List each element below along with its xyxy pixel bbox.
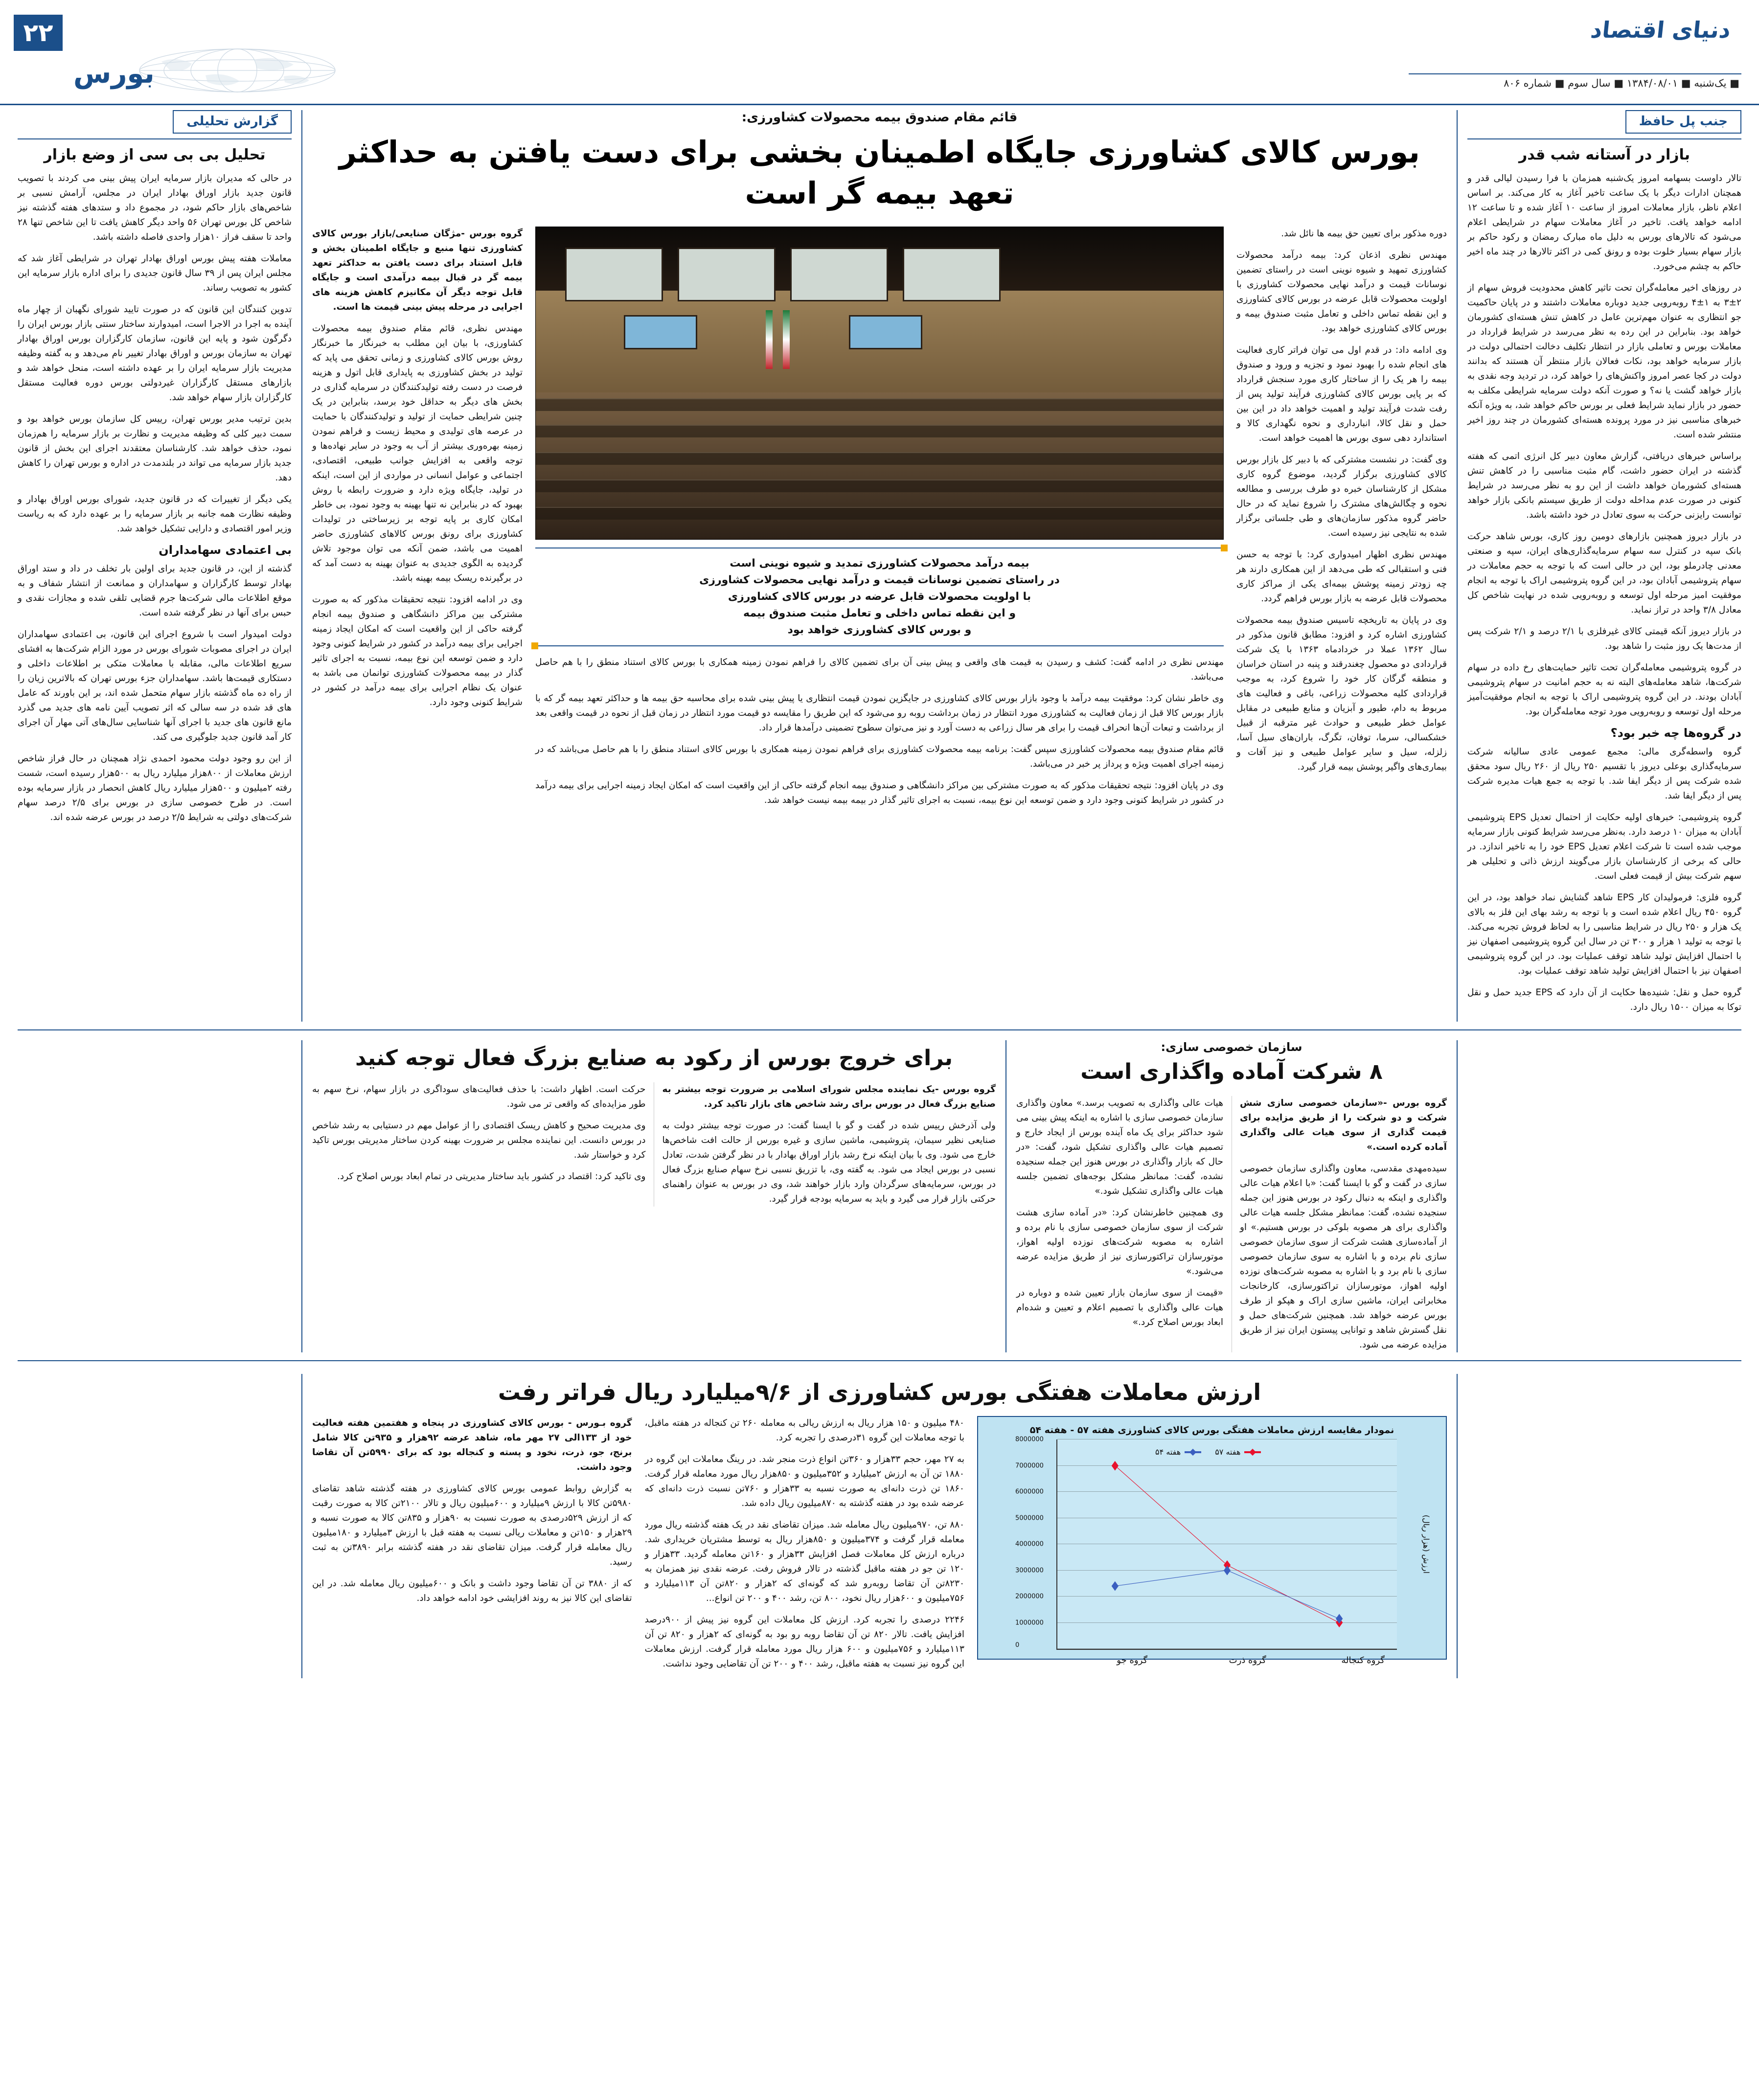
column-hafez-bridge — [1467, 110, 1741, 1022]
privatization-kicker: سازمان خصوصی سازی: — [1161, 1040, 1302, 1054]
globe-graphic — [132, 47, 343, 94]
x-tick-label: گروه جو — [1117, 1655, 1148, 1666]
main-col-b — [535, 655, 1224, 808]
paragraph: معاملات هفته پیش بورس اوراق بهادار تهران در شرایطی آغاز شد که مجلس ایران پس از ۳۹ سال قانون جدیدی را برای اداره بازار سرمایه این کشور به تصویب رساند. — [18, 253, 292, 293]
paragraph: دوره مذکور برای تعیین حق بیمه ها نائل شد. — [1281, 228, 1447, 239]
main-col-c — [312, 227, 523, 710]
paragraph: از این رو وجود دولت محمود احمدی نژاد همچنان در حال فراز شاخص ارزش معاملات از ۸۰۰هزار میلیارد ریال به ۵۰۰هزار رسیده است، شست رفته ۲میلیون و ۵۰۰هزار میلیارد ریال کاهش انحصار در بازار سرمایه بوده است. در طرح خصوصی سازی در بورس برای ۲/۵ درصد سهام شرکت‌های دولتی به شرایط ۲/۵ درصد در بورس عرضه شده اند. — [18, 753, 292, 822]
y-tick-label: 8000000 — [1015, 1436, 1044, 1443]
paragraph: حرکت است. اظهار داشت: با حذف فعالیت‌های سوداگری در بازار سهام، نرخ سهم به طور مزایده‌ای که واقعی تر می شود. — [312, 1084, 646, 1109]
paragraph: براساس خبرهای دریافتی، گزارش معاون دبیر کل انرژی اتمی که هفته گذشته در ایران حضور داشت، گام مثبت مناسبی را در کاهش تنش هسته‌ای کشورمان خواهد داشت از این رو به نظر می‌رسد در شرایط کنونی در صورت عدم مداخله دولت از طریق سیستم بانکی بازار خواهد توانست رایزنی حرکت به سوی تعادل در خود داشته باشد. — [1467, 451, 1741, 520]
column-divider — [1457, 1374, 1458, 1678]
main-col-a — [1236, 227, 1447, 775]
hafez-subhead: در گروه‌ها چه خبر بود؟ — [1610, 726, 1741, 740]
paragraph: «قیمت از سوی سازمان بازار تعیین شده و دوباره در هیات عالی واگذاری با تصمیم اعلام و تعیین و شده‌ام ابعاد بورس اصلاح کرد.» — [1016, 1288, 1223, 1327]
tab-hafez-bridge: جنب پل حافظ — [1625, 110, 1741, 134]
paragraph: گروه واسطه‌گری مالی: مجمع عمومی عادی سالیانه شرکت سرمایه‌گذاری بوعلی دیروز با تقسیم ۲۵۰ ریال از ۲۶۰ ریال سود محقق شده شرکت پس از دیگر ایفا شد. با توجه به جمع هیات مدیره شرکت پس از دیگر ایفا شد. — [1467, 747, 1741, 801]
paragraph: مهندس نظری در ادامه گفت: کشف و رسیدن به قیمت های واقعی و پیش بینی آن برای تضمین کالای را فراهم نمودن زمینه همکاری با بورس کالای استناد منطق را با هم حاصل می‌باشد. — [535, 657, 1224, 682]
legend-label: هفته ۵۷ — [1215, 1447, 1241, 1457]
paragraph: که از ۳۸۸۰ تن آن تقاضا وجود داشت و بانک و ۶۰۰میلیون ریال معامله شد. در این تقاضای این کالا نیز به روند افزایشی خود ادامه خواهد داد. — [312, 1578, 632, 1603]
newspaper-logo-text: دنیای اقتصاد — [1589, 17, 1732, 43]
section-divider — [18, 1360, 1741, 1361]
column-main-story — [312, 110, 1447, 1022]
paragraph: مهندس نظری اظهار امیدواری کرد: با توجه به حسن فنی و استقبالی که طی می‌دهد از این همکاری دارند هر چه زودتر زمینه پوشش بیمه‌ای یکی از مراکز کاری محصولات قابل عرضه به بازار بورس فراهم گردد. — [1236, 549, 1447, 604]
chart-title: نمودار مقایسه ارزش معاملات هفتگی بورس کالای کشاورزی هفته ۵۷ - هفته ۵۴ — [1029, 1425, 1394, 1436]
paragraph: ۴۸۰ میلیون و ۱۵۰ هزار ریال به ارزش ریالی به معامله ۲۶۰ تن کنجاله در هفته ماقبل، با توجه معاملات این گروه ۳۱درصدی را تجربه کرد. — [644, 1418, 964, 1443]
paragraph-lead: گروه بورس -یک نماینده مجلس شورای اسلامی بر ضرورت توجه بیشتر به صنایع بزرگ فعال در بورس برای رشد شاخص های بازار تاکید کرد. — [662, 1084, 996, 1109]
paragraph-lead: گروه بورس -«سازمان خصوصی سازی شش شرکت و دو شرکت را از طریق مزایده برای قیمت گذاری از سوی هیات عالی واگذاری آماده کرده است.» — [1240, 1098, 1447, 1152]
column-divider — [1457, 1040, 1458, 1352]
divider — [1467, 138, 1741, 139]
paragraph-lead: گروه بورس -مژگان صنایعی/بازار بورس کالای کشاورزی تنها منبع و جایگاه اطمینان بخش و قابل استناد برای دست یافتن به حداکثر تعهد بیمه گر در قبال بیمه درآمدی است و جایگاه قابل توجه دیگر آن مکانیزم کاهش هزینه های اجرایی در مرحله پیش بینی قیمت ها است. — [312, 228, 523, 312]
paragraph: وی تاکید کرد: اقتصاد در کشور باید ساختار مدیریتی در تمام ابعاد بورس اصلاح کرد. — [337, 1171, 646, 1182]
paragraph: یکی دیگر از تغییرات که در قانون جدید، شورای بورس اوراق بهادار و وظیفه نظارت همه جانبه بر بازار سرمایه را بر عهده دارد که به ریاست وزیر امور اقتصادی و دارایی تشکیل خواهد شد. — [18, 494, 292, 534]
paragraph: گذشته از این، در قانون جدید برای اولین بار تخلف در داد و ستد اوراق بهادار توسط کارگزاران و سهامداران و ممانعت از انتشار شفاف و به موقع اطلاعات مالی شرکت‌ها جرم قضایی تلقی شده و مجازات نقدی و حبس برای آنها در نظر گرفته شده است. — [18, 564, 292, 618]
paragraph-lead: گروه بـورس - بورس کالای کشاورزی در پنجاه و هفتمین هفته فعالیت خود از ۱۳۳الی ۲۷ مهر ماه، شاهد عرضه ۹۲هزار و ۹۳۵تن کالا شامل برنج، جو، ذرت، نخود و پسته و کنجاله بود که برای ۵۹۹۰تن آن تقاضا وجود داشت. — [312, 1418, 632, 1472]
legend-label: هفته ۵۴ — [1155, 1447, 1181, 1457]
paragraph: ولی آذرخش رییس شده در گفت و گو با ایسنا گفت: در صورت توجه بیشتر دولت به صنایعی نظیر سیمان، پتروشیمی، ماشین سازی و غیره بورس از حالت افت شاخص‌ها خارج می شود. وی با بیان اینکه نرخ رشد بازار اوراق بهادار با در نظر گرفتن شدت، تعادل نسبی در بورس ایجاد می شود. به گفته وی، با تزریق نسبی نرخ سهام صنایع بزرگ فعال در بورس، سرمایه‌های سرگردان وارد بازار خواهند شد، وی در بورس به عنوان راهنمای حرکتی بازار قرار می گیرد و باید به سرمایه بودجه قرار گیرد. — [662, 1120, 996, 1204]
y-axis-label: ارزش (هزار ریال) — [1421, 1514, 1431, 1574]
paragraph: مهندس نظری، قائم مقام صندوق بیمه محصولات کشاورزی، با بیان این مطلب به خبرنگار ما خبرنگار روش بورس کالای کشاورزی و زمانی تحقق می پاید که تولید در بخش کشاورزی به پایداری قابل اتول و هزینه فرصت در دست رفته تولیدکنندگان در سرمایه گذاری در بخش های دیگر به حداقل خود برسد، بنابراین در یک چنین شرایطی حمایت از تولید و تولیدکنندگان با حمایت در عرصه های تولیدی و محیط زیست و فراهم نمودن زمینه بهره‌وری بیشتر از آب به وجود در سایر نهاده‌ها و توجه واقعی به افزایش جوانب طبیعی، اقتصادی، اجتماعی و عوامل انسانی در مواردی از این است، اینکه در تولید، جایگاه ویژه دارد و ضرورت رابطه با روش بهبود که در بنابراین نه تنها بهینه به وجود نمود، بی خاطر امکان کاری بر پایه توجه بر زیرساختی در تولیدات کشاورزی برای رونق بورس کالاهای کشاورزی حاضر اهمیت می باشد، ضمن آنکه می توان موجود تلاش گردیده به الگوی جدیدی به عنوان بهینه به دست آمد که در برگیرنده ریسک بیمه بهینه باشد. — [312, 323, 523, 583]
masthead — [0, 0, 1759, 105]
paragraph: وی ادامه داد: در قدم اول می توان فراتر کاری فعالیت های انجام شده را بهبود نمود و تجزیه و ورود و صندوق بیمه را هر یک را از ساختار کاری مورد سنجش قرارداد که بر پایی بورس کالای کشاورزی فرآیند تولید پس از رفت شدت فرآیند تولید و اهمیت خواهد داد در این بین حمل و نقل کالا، انبارداری و نحوه نگهداری کالا و استاندارد دهی سوی بورس ها اهمیت خواهد است. — [1236, 345, 1447, 443]
paragraph: تالار داوست بسهامه امروز یک‌شنبه همزمان با فرا رسیدن لیالی قدر و همچنان ادارات دیگر با یک ساعت تاخیر آغاز به کار می‌کند. بر اساس اعلام ناظر، بازار معاملات امروز از ساعت ۱۰ آغاز شده و تا ساعت ۱۲ ادامه خواهد یافت. تاخیر در آغاز معاملات سهام در شرایطی اعلام می‌شود که تالارهای بورس به دلیل ماه مبارک رمضان و رکود حاکم بر بازار سهام بسیار خلوت بوده و رونق کمی در اکثر تالارها در چند ماه اخیر حاکم به چشم می‌خورد. — [1467, 173, 1741, 272]
hafez-body — [1467, 171, 1741, 719]
dateline: ■ یک‌شنبه ■ ۱۳۸۴/۰۸/۰۱ ■ سال سوم ■ شماره ۸۰۶ — [1504, 77, 1739, 89]
analysis-body — [18, 171, 292, 536]
spacer — [1467, 1374, 1741, 1678]
spacer — [1467, 1040, 1741, 1352]
paragraph: در حالی که مدیران بازار سرمایه ایران پیش بینی می کردند با تصویب قانون جدید بازار اوراق بهادار ایران در مجلس، آرامش نسبی بر شاخص‌های بازار حاکم شود، در مجموع داد و ستدهای هفته گذشته نیز شاخص کل بورس تهران ۵۶ واحد دیگر کاهش یافت تا این شاخص تنها ۲۸ واحد تا سقف فراز ۱۰هزار واحدی فاصله داشته باشد. — [18, 173, 292, 242]
analysis-headline: تحلیل بی بی سی از وضع بازار — [44, 146, 266, 163]
paragraph: در بازار دیروز آنکه قیمتی کالای غیرفلزی با ۲/۱ درصد و ۲/۱ شرکت پس از مدت‌ها یک روز مثبت را شاهد بود. — [1467, 626, 1741, 651]
masthead-divider — [1409, 73, 1741, 74]
story-privatization — [1016, 1040, 1447, 1352]
bottom-band — [18, 1374, 1741, 1678]
y-tick-label: 0 — [1015, 1642, 1020, 1649]
paragraph: دولت امیدوار است با شروع اجرای این قانون، بی اعتمادی سهامداران ایران در اجرای مصوبات شورای بورس در مورد الزام شرکت‌ها به افشای سریع اطلاعات مالی، مقابله با معاملات متکی بر اطلاعات داخلی و دستکاری قیمت‌ها باشد. سهامداران جزء بورس تهران که بالاترین زیان را از راه ده ماه گذشته بازار سهام متحمل شده اند، بر این باورند که عامل های قد شده در سه سالی که اثر تصویب آیین نامه های جدید می گذرد مانع قانون های جدید با اجرای آنها شناسایی سال‌های آتی مهار آن اجرای کار آمد قانون جدید جلوگیری می کند. — [18, 629, 292, 742]
paragraph: در گروه پتروشیمی معامله‌گران تحت تاثیر حمایت‌های رخ داده در سهام شرکت‌ها، شاهد معامله‌های البته نه به حجم امانیت در سهام پتروشیمی آبادان بودند. در این گروه پتروشیمی اراک با توجه به انجام موفقیت‌آمیز مرحله اول توسعه و روبه‌رویی مورد توجه معامله‌گران بود. — [1467, 662, 1741, 717]
paragraph: بدین ترتیب مدیر بورس تهران، رییس کل سازمان بورس خواهد بود و سمت دبیر کلی که وظیفه مدیریت و نظارت بر بازار سرمایه را هم‌زمان نمود، حذف خواهد شد. کارشناسان معتقدند اجرای این بخش از قانون جدید بازار سرمایه می تواند در بلندمدت در اداره و بورس تهران را کاهش دهد. — [18, 414, 292, 483]
main-kicker: قائم مقام صندوق بیمه محصولات کشاورزی: — [741, 110, 1018, 125]
caption-line: در راستای تضمین نوسانات قیمت و درآمد نهایی محصولات کشاورزی — [699, 574, 1060, 586]
paragraph: سیده‌مهدی مقدسی، معاون واگذاری سازمان خصوصی سازی در گفت و گو با ایسنا گفت: «با اعلام هیات عالی واگذاری و اینکه به دنبال رکود در بورس هنوز این جمله سنجیده نشده، گفت: ممانظر مشکل جلسه هیات عالی واگذاری برای هر مصوبه بلوکی در بورس هستیم.» او از آماده‌سازی هشت شرکت از سوی سازمان خصوصی سازی نام برده و با اشاره به سوی سازمان خصوصی سازی با نام برد و با اشاره به مصوبه شرکت‌های نوزده اولیه اهواز، موتورسازان تراکتورسازی، کارخانجات مخابراتی ایران، ماشین سازی اراک و هپکو از طرف بورس عرضه خواهد شد. همچنین شرکت‌های حمل و نقل گسترش شاهد و توانایی پیستون ایران نیز از طریق مزایده عرضه می شود. — [1240, 1164, 1447, 1350]
paragraph: گروه حمل و نقل: شنیده‌ها حکایت از آن دارد که EPS جدید حمل و نقل توکا به میزان ۱۵۰۰ ریال دارد. — [1467, 987, 1741, 1012]
paragraph: وی در ادامه افزود: نتیجه تحقیقات مذکور که به صورت مشترکی بین مراکز دانشگاهی و صندوق بیمه انجام گرفته حاکی از این واقعیت است که امکان ایجاد زمینه اجرایی برای بیمه درآمد در کشور در شرایط کنونی وجود دارد و ضمن توسعه این نوع بیمه، نسبت به اجرای تاثیر گذار در بیمه محصولات کشاورزی توانمان می باشد به عنوان یک نظام اجرایی برای بیمه درآمد در کشور در شرایط کنونی وجود دارد. — [312, 594, 523, 708]
privatization-headline: ۸ شرکت آماده واگذاری است — [1080, 1059, 1383, 1084]
paragraph: وی مدیریت صحیح و کاهش ریسک اقتصادی را از عوامل مهم در دستیابی به رشد شاخص در بورس دانست. این نماینده مجلس بر ضرورت بهینه کردن ساختار مدیریتی بورس تاکید کرد و خواستار شد. — [312, 1120, 646, 1160]
chart-story-col-left — [312, 1416, 632, 1678]
paragraph: وی گفت: در نشست مشترکی که با دبیر کل بازار بورس کالای کشاورزی برگزار گردید، موضوع گروه کاری مشکل از کارشناسان خبره دو طرف بررسی و مطالعه نحوه و چگالش‌های مشترک را شروع نماید که در حال حاضر گروه مذکور سازمان‌های و طی جلساتی برگزار شده به نتایجی نیز رسیده است. — [1236, 455, 1447, 538]
tab-analysis-report: گزارش تحلیلی — [173, 110, 292, 134]
paragraph: به ۲۷ مهر، حجم ۳۳هزار و ۳۶۰تن انواع ذرت منجر شد. در رینگ معاملات این گروه در ۱۸۸۰ تن آن به ارزش ۲میلیارد و ۳۵۲میلیون و ۸۵۰هزار ریال مورد معامله قرار گرفت. ۱۸۶۰ تن ذرت دانه‌ای به صورت نسبه به ۳۳هزار و ۷۶۰تن نسبت ذرت دانه‌ای که عرضه شده بود در هفته گذشته به ۸۷۰میلیون ریال داده شد. — [644, 1454, 964, 1508]
caption-line: بیمه درآمد محصولات کشاورزی تمدید و شیوه نوینی است — [730, 557, 1029, 570]
page-number: ۲۲ — [14, 15, 63, 51]
newspaper-logo — [1580, 11, 1741, 49]
spacer — [18, 1040, 292, 1352]
recession-body — [312, 1082, 996, 1207]
gold-square — [531, 642, 538, 649]
y-tick-label: 3000000 — [1015, 1567, 1044, 1574]
caption-line: و این نقطه تماس داخلی و تعامل مثبت صندوق بیمه — [743, 607, 1016, 619]
paragraph: ۲۲۴۶ درصدی را تجربه کرد. ارزش کل معاملات این گروه نیز پیش از ۹۰۰درصد افزایش یافت. تالار ۸۲۰ تن آن تقاضا روبه رو بود به گونه‌ای که ۲هزار و ۸۲۰ تن آن ۱۱۳میلیارد و ۷۵۶میلیون و ۶۰۰ هزار ریال مورد معامله قرار گرفت. ارزش معاملات این گروه نیز نسبت به هفته ماقبل، رشد ۴۰۰ و ۲۰۰ تن آن تقاضایی وجود نداشت. — [644, 1615, 965, 1669]
paragraph: مهندس نظری اذعان کرد: بیمه درآمد محصولات کشاورزی تمهید و شیوه نوینی است در راستای تضمین نوسانات قیمت و درآمد نهایی محصولات کشاورزی با اولویت محصولات قابل عرضه در بورس کالای کشاورزی و این نقطه تماس داخلی و تعامل مثبت صندوق بیمه و بورس کالای کشاورزی خواهد بود. — [1236, 250, 1447, 334]
column-divider — [301, 1040, 302, 1352]
gold-square — [1221, 545, 1228, 551]
chart-story-col-mid — [645, 1416, 965, 1678]
paragraph: وی در پایان به تاریخچه تاسیس صندوق بیمه محصولات کشاورزی اشاره کرد و افزود: مطابق قانون مذکور در سال ۱۳۶۲ عملا در خردادماه ۱۳۶۳ با یک شرکت قراردادی دو محصول چغندرقند و پنبه در استان خراسان و منطقه گرگان کار خود را شروع کرد، به موجب قراردادی کلیه محصولات زراعی، باغی و فعالیت های مربوط به دام، طیور و آبزیان و منابع طبیعی در مقابل عوامل خطر طبیعی و حوادث غیر مترقبه از قبیل خشکسالی، سرما، توفان، تگرگ، باران‌های سیل آسا، زلزله، سیل و سایر عوامل طبیعی و نیز آفات و بیماری‌های واگیر پوشش بیمه قرار گیرد. — [1236, 615, 1447, 772]
paragraph: وی خاطر نشان کرد: موفقیت بیمه درآمد با وجود بازار بورس کالای کشاورزی در جایگزین نمودن قیمت انتظاری یا پیش بینی شده برای محاسبه حق بیمه ها و حداکثر تعهد بیمه گر که با بازار بورس کالا قبل از زمان فعالیت به کشاورزی مورد انتظار در زمان برداشت روبه رو می‌شود که این طریق را مقایسه دو قیمت مورد انتظار در زمان قبل از نحوه در قیمت واقعی بعد از برداشت و تبعات آن‌ها انحراف قیمت را برای هر سال زراعی به دست آورد و نیز می‌توان سطوح تضمینی درآمدها قرار داد. — [535, 693, 1224, 733]
paragraph: هیات عالی واگذاری به تصویب برسد.» معاون واگذاری سازمان خصوصی سازی با اشاره به اینکه پیش بینی می شود حداکثر برای یک ماه آینده بورس از ایجاد خارج و تصمیم هیات عالی واگذاری تشکیل شود، گفت: «در حال که بازار واگذاری در بورس هنوز این جمله سنجیده نشده، گفت: ممانظر مشکل بوجه‌های تضمین جلسه هیات عالی واگذاری تشکیل شود.» — [1016, 1098, 1223, 1196]
column-divider — [1005, 1040, 1006, 1352]
main-headline: بورس کالای کشاورزی جایگاه اطمینان بخشی برای دست یافتن به حداکثر تعهد بیمه گر است — [339, 134, 1420, 211]
chart-series-markers — [1057, 1439, 1397, 1649]
caption-line: با اولویت محصولات قابل عرضه در بورس کالای کشاورزی — [728, 591, 1031, 603]
section-title: بورس — [73, 58, 155, 90]
column-analysis-report — [18, 110, 292, 1022]
column-divider — [301, 1374, 302, 1678]
column-divider — [301, 110, 302, 1022]
story-recession — [312, 1040, 996, 1352]
chart-plot-area — [1015, 1436, 1431, 1666]
paragraph: ۸۸۰ تن، ۹۷۰میلیون ریال معامله شد. میزان تقاضای نقد در یک هفته گذشته ریال مورد معامله قرار گرفت و ۳۷۴میلیون و ۸۵۰هزار ریال به توسط مشتریان خریداری شد. درباره ارزش کل معاملات فصل افزایش ۳۳هزار و ۱۶۰تن معامله گردید. ۳۳هزار و ۱۲۰ تن جو در هفته ماقبل گذشته در تالار فروش رفت. عرضه نقدی نیز همزمان به ۸۲۳۰تن آن تقاضا روبه‌رو شد که گونه‌ای که ۲هزار و ۸۲۰تن آن ۱۱۳میلیارد و ۷۵۶میلیون و ۶۰۰هزار ریال نخود، ۸۰۰ تن، رشد ۴۰۰ و ۲۰۰ تن انواع... — [644, 1520, 965, 1603]
spacer — [18, 1374, 292, 1678]
trading-hall-photo — [535, 227, 1224, 540]
paragraph: گروه پتروشیمی: خبرهای اولیه حکایت از احتمال تعدیل EPS پتروشیمی آبادان به میزان ۱۰ درصد دارد. به‌نظر می‌رسد شرایط کنونی بازار سرمایه موجب شده است تا شرکت اعلام تعدیل EPS خود را به تاخیر اندازد. در حالی که برخی از کارشناسان بازار می‌گویند ارزش ذاتی و تحلیلی هر سهم شرکت بیش از قیمت فعلی است. — [1467, 812, 1741, 881]
chart-story-headline: ارزش معاملات هفتگی بورس کشاورزی از ۹/۶میلیارد ریال فراتر رفت — [498, 1379, 1261, 1405]
weekly-trade-chart — [977, 1416, 1447, 1666]
photo-caption — [535, 548, 1224, 646]
paragraph: در بازار دیروز همچنین بازارهای دومین روز کاری، بورس شاهد حرکت بانک سپه در کنترل سه سهام سرمایه‌گذاری‌های ایران، سپه و صنعتی معدنی چادرملو بود، این در حالی است که با توجه به حجم معاملات در سهام پتروشیمی آبادان بود، در این گروه پتروشیمی اراک با توجه به انجام موفقیت امیز مرحله اول توسعه و روبه‌رویی شده در نهایت شاخص کل معادل ۳/۸ واحد در تراز نماید. — [1467, 531, 1741, 615]
y-tick-label: 4000000 — [1015, 1540, 1044, 1548]
x-tick-label: گروه کنجاله — [1341, 1655, 1385, 1666]
hafez-subbody — [1467, 745, 1741, 1015]
y-tick-label: 2000000 — [1015, 1593, 1044, 1600]
y-tick-label: 6000000 — [1015, 1488, 1044, 1496]
privatization-body — [1016, 1096, 1447, 1352]
story-weekly-trade-value — [312, 1374, 1447, 1678]
paragraph: در روزهای اخیر معامله‌گران تحت تاثیر کاهش محدودیت فروش سهام از ۲±۳ به ۱±۴ روبه‌رویی جدید دوباره معاملات داشتند و در پایان حاکمیت جو انتظاری به عنوان مهم‌ترین عامل در کاهش تنش هسته‌ای کشورمان خواهد بود. بنابراین در این رده به نظر می‌رسد در شرایط قرارداد در معاملات بورس و تعاملی بازار در انتظار تکلیف دخالت احتمالی دولت در بازار سرمایه خواهد بود، نکات فعالان بازار منتظر آن هستند که بدانند دولت در کجا عصر امروز واکنش‌های را خواهد کرد، در تردید وجه نقدی به بازار خواهد گشت یا نه؟ و صورت آنکه دولت سرمایه شرایطی مکلف به حضور در بازار نماید شرایط فعلی بر بورس حاکم خواهد شد، به ویژه آنکه خبرهای مناسبی نیز در مورد پرونده هسته‌ای کشورمان در چند روز اخیر منتشر شده است. — [1467, 283, 1741, 440]
page-content — [0, 105, 1759, 1688]
hafez-headline: بازار در آستانه شب قدر — [1518, 146, 1690, 163]
y-tick-label: 7000000 — [1015, 1462, 1044, 1469]
y-tick-label: 5000000 — [1015, 1514, 1044, 1522]
analysis-subbody — [18, 562, 292, 825]
paragraph: قائم مقام صندوق بیمه محصولات کشاورزی سپس گفت: برنامه بیمه محصولات کشاورزی برای فراهم نمودن زمینه همکاری با بورس کالای استناد منطق را با هم حاصل می‌باشد که در زمینه اجرای اهمیت ویژه و پرداز پر خبر در می‌باشد. — [535, 744, 1224, 769]
analysis-subhead: بی اعتمادی سهامداران — [159, 543, 292, 557]
section-divider — [18, 1029, 1741, 1030]
paragraph: وی در پایان افزود: نتیجه تحقیقات مذکور که به صورت مشترکی بین مراکز دانشگاهی و صندوق بیمه انجام گرفته حاکی از این واقعیت است که امکان ایجاد زمینه اجرایی برای بیمه درآمد در کشور در شرایط کنونی وجود دارد و ضمن توسعه این نوع بیمه، نسبت به اجرای تاثیر گذار در بیمه بیمه نیست خواهد شد. — [535, 780, 1224, 805]
paragraph: به گزارش روابط عمومی بورس کالای کشاورزی در هفته گذشته شاهد تقاضای ۵۹۸۰تن کالا با ارزش ۹میلیارد و ۶۰۰میلیون ریال و تالار ۲۱۰۰تن کالا به صورت رقبت که از ارزش ۵۲۹درصدی به صورت نسبت به ۹۰هزار و ۸۳۵تن کالا به صورت نسبه و ۲۹هزار و ۱۵۰تن و معاملات ریالی نسبت به هفته قبل با ارزش ۳میلیارد و ۱۸۰میلیون ریال معامله قرار گرفت. میزان تقاضای نقد در هفته گذشته برابر ۳۸۹۰تن به ثبت رسید. — [312, 1484, 632, 1567]
paragraph: وی همچنین خاطرنشان کرد: «در آماده سازی هشت شرکت از سوی سازمان خصوصی سازی با نام برده و اشاره به مصوبه شرکت‌های نوزده اولیه اهواز، موتورسازان تراکتورسازی نیز از طریق مزایده عرضه می‌شود.» — [1016, 1208, 1223, 1277]
middle-band — [18, 1040, 1741, 1352]
x-tick-label: گروه ذرت — [1229, 1655, 1266, 1666]
y-tick-label: 1000000 — [1015, 1619, 1044, 1626]
top-area — [18, 110, 1741, 1022]
column-divider — [1457, 110, 1458, 1022]
paragraph: تدوین کنندگان این قانون که در صورت تایید شورای نگهبان از چهار ماه آینده به اجرا در الاجرا است، امیدوارند ساختار سنتی بازار بورس ایران را دگرگون شود و پایه این قانون، سازمان کارگزاران بورس اوراق بهادار تهران به سازمان بورس و اوراق بهادار تغییر نام می‌دهد و به گفته وظیفه مدیریت بازار سرمایه ایران را بر عهده داشته است، منحل خواهد شد و بازارهای مستقل کارگزاران غیردولتی بورس دوره فعالیت مستقل کارگزاران بازار سهام خواهد شد. — [18, 304, 292, 403]
caption-line: و بورس کالای کشاورزی خواهد بود — [787, 624, 972, 636]
paragraph: گروه فلزی: فرمولیدان کار EPS شاهد گشایش نماد خواهد بود، در این گروه ۴۵۰ ریال اعلام شده است و با توجه به رشد بهای این فلز به بالای یک هزار و ۲۵۰ ریال در شرایط مناسبی را به لحاظ فروش تجربه می‌کند. با توجه به تولید ۱ هزار و ۳۰۰ تن در سال این گروه پتروشیمی اصفهان نیز با احتمال افزایش تولید شاهد توقف عملیات بود. در این گروه پتروشیمی اصفهان نیز با احتمال افزایش تولید شاهد توقف عملیات بود. — [1467, 892, 1741, 976]
recession-headline: برای خروج بورس از رکود به صنایع بزرگ فعال توجه کنید — [355, 1046, 953, 1071]
divider — [18, 138, 292, 139]
